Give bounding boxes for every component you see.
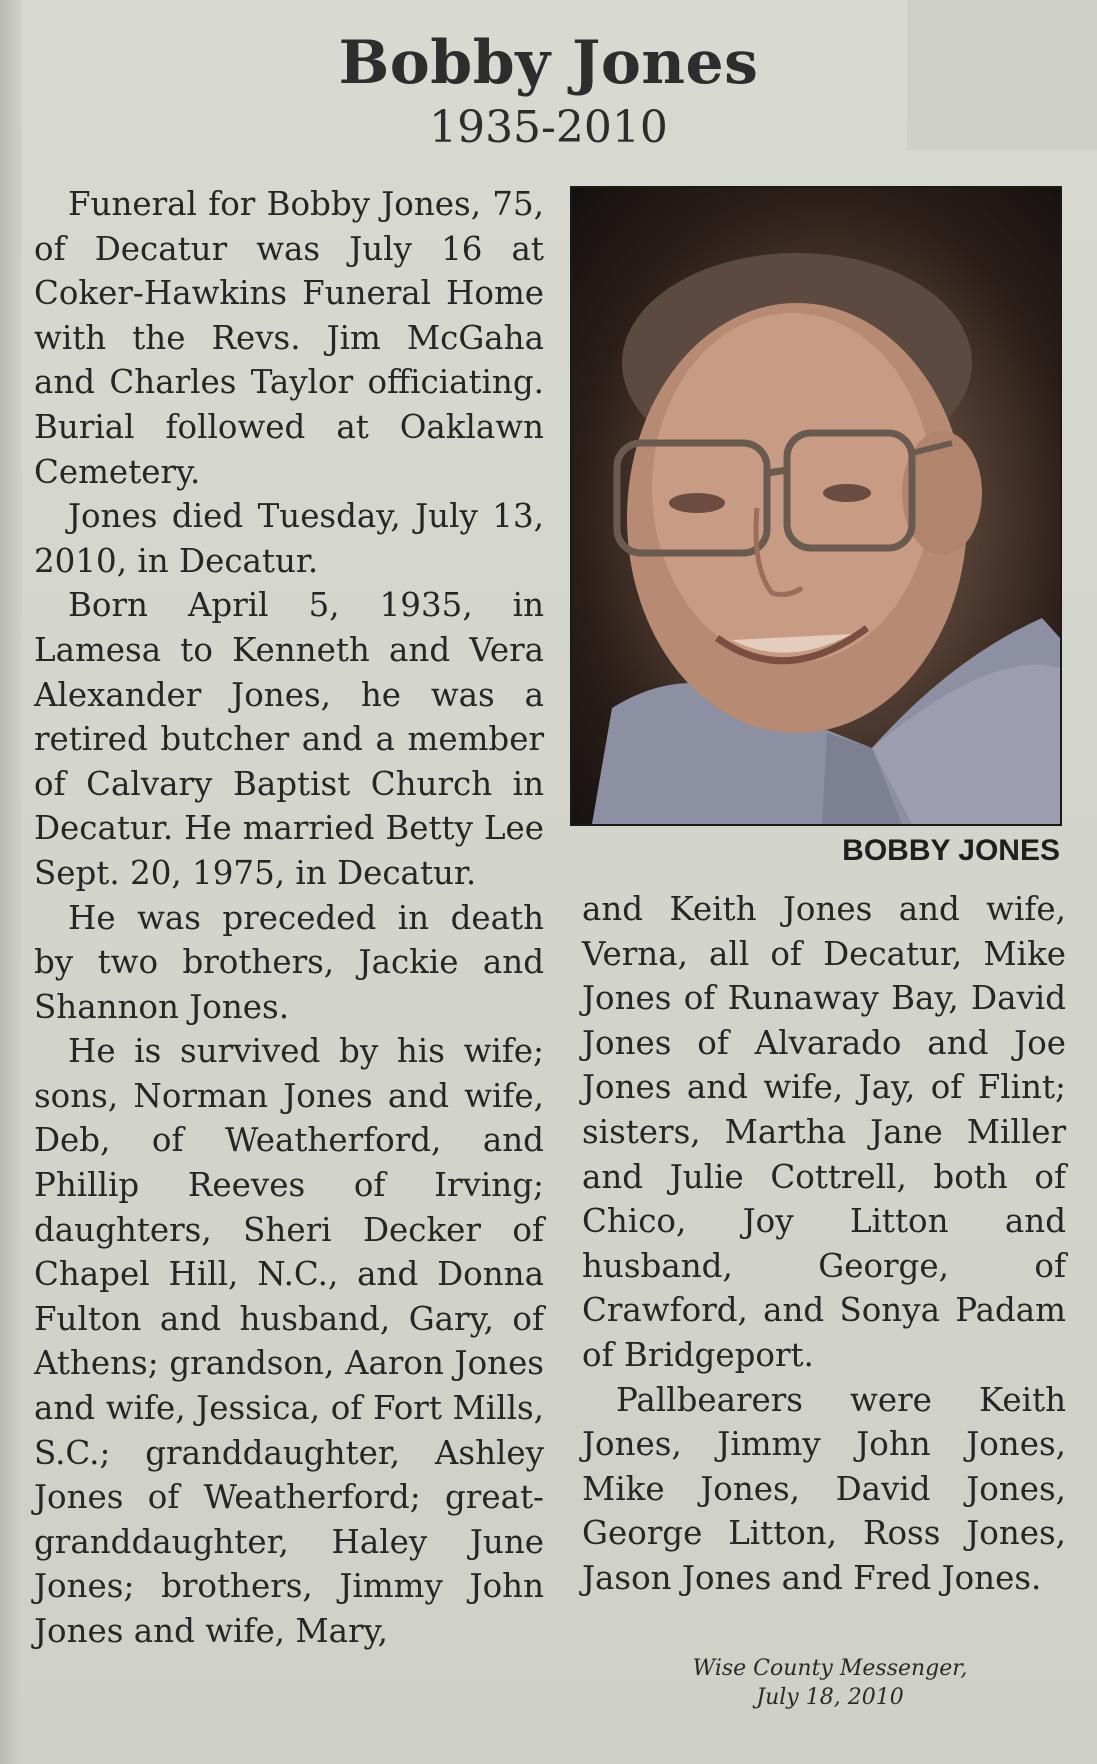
page-edge-shadow — [0, 0, 22, 1764]
obituary-years: 1935-2010 — [429, 102, 668, 153]
paragraph-survivors-continued: and Keith Jones and wife, Verna, all of Decatur, Mike Jones of Runaway Bay, David Jones of Alvarado and Joe Jones and wife, Jay, of Flint; sisters, Martha Jane Miller and Julie Cottrell, both of Chico, Joy Litton and husband, George, of Crawford, and Sonya Padam of Bridgeport. — [582, 890, 1066, 1374]
paragraph-preceded: He was preceded in death by two brothers, Jackie and Shannon Jones. — [34, 898, 544, 1026]
left-column — [34, 182, 544, 1654]
source-credit — [640, 1654, 1020, 1712]
paragraph-funeral: Funeral for Bobby Jones, 75, of Decatur was July 16 at Coker-Hawkins Funeral Home with the Revs. Jim McGaha and Charles Taylor officiating. Burial followed at Oaklawn Cemetery. — [34, 185, 544, 491]
portrait-photo — [570, 186, 1062, 826]
obituary-title: Bobby Jones — [338, 28, 759, 98]
paragraph-death: Jones died Tuesday, July 13, 2010, in Decatur. — [34, 497, 544, 580]
paragraph-birth: Born April 5, 1935, in Lamesa to Kenneth and Vera Alexander Jones, he was a retired butcher and a member of Calvary Baptist Church in Decatur. He married Betty Lee Sept. 20, 1975, in Decatur. — [34, 586, 544, 892]
source-publication: Wise County Messenger, — [692, 1656, 968, 1681]
portrait-illustration — [572, 188, 1060, 824]
photo-caption: BOBBY JONES — [842, 834, 1060, 867]
source-date: July 18, 2010 — [756, 1685, 904, 1710]
right-column — [582, 887, 1066, 1601]
paragraph-pallbearers: Pallbearers were Keith Jones, Jimmy John Jones, Mike Jones, David Jones, George Litton, Ross Jones, Jason Jones and Fred Jones. — [582, 1380, 1066, 1597]
paragraph-survivors: He is survived by his wife; sons, Norman Jones and wife, Deb, of Weatherford, and Phillip Reeves of Irving; daughters, Sheri Decker of Chapel Hill, N.C., and Donna Fulton and husband, Gary, of Athens; grandson, Aaron Jones and wife, Jessica, of Fort Mills, S.C.; granddaughter, Ashley Jones of Weatherford; great-granddaughter, Haley June Jones; brothers, Jimmy John Jones and wife, Mary, — [34, 1032, 544, 1650]
